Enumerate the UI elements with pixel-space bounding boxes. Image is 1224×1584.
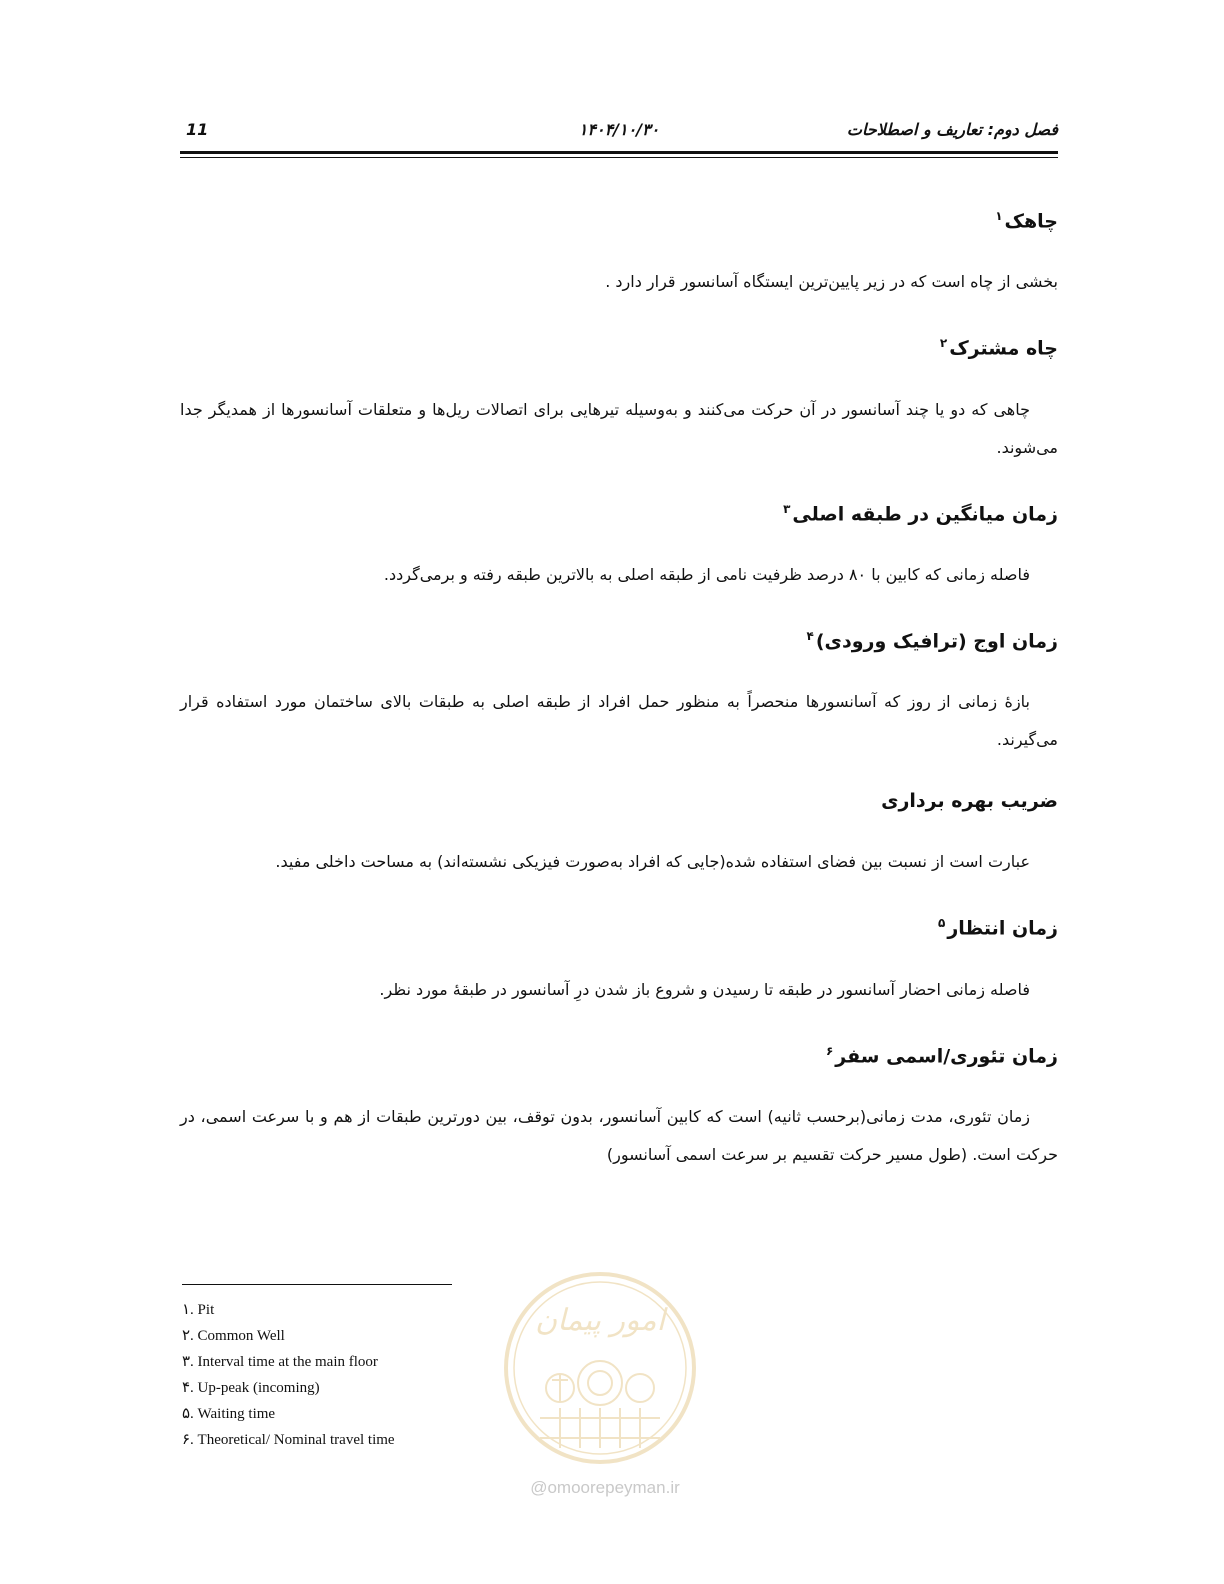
term-heading: چاهک$^۱$ <box>995 209 1058 233</box>
term-definition: زمان تئوری، مدت زمانی(برحسب ثانیه) است که کابین آسانسور، بدون توقف، بین دورترین طبقات از هم و با سرعت اسمی، در حرکت است. (طول مسیر حرکت تقسیم بر سرعت اسمی آسانسور) <box>180 1106 1058 1164</box>
term-heading: زمان اوج (ترافیک ورودی)$^۴$ <box>806 628 1058 653</box>
footnote: ۳. Interval time at the main floor <box>182 1354 378 1370</box>
term-definition: عبارت است از نسبت بین فضای استفاده شده(جایی که افراد به‌صورت فیزیکی نشسته‌اند) به مساحت داخلی مفید. <box>275 852 1030 872</box>
term-definition: فاصله زمانی احضار آسانسور در طبقه تا رسیدن و شروع باز شدن درِ آسانسور در طبقهٔ مورد نظر. <box>379 979 1030 999</box>
term-definition: چاهی که دو یا چند آسانسور در آن حرکت می‌کنند و به‌وسیله تیرهایی برای اتصالات ریل‌ها و متعلقات آسانسورها از همدیگر جدا می‌شوند. <box>180 399 1058 457</box>
term-definition: فاصله زمانی که کابین با ۸۰ درصد ظرفیت نامی از طبقه اصلی به بالاترین طبقه رفته و برمی‌گردد. <box>383 564 1030 584</box>
term-heading: زمان تئوری/اسمی سفر$^۶$ <box>825 1043 1058 1067</box>
page-number: 11 <box>186 120 209 139</box>
watermark-url: @omoorepeyman.ir <box>530 1478 680 1497</box>
definitions-body <box>180 196 1058 1196</box>
term-heading: زمان انتظار$^۵$ <box>938 916 1058 940</box>
footnote: ۶. Theoretical/ Nominal travel time <box>182 1432 395 1448</box>
header-rule-thick <box>180 151 1058 154</box>
seal-logo <box>500 1268 700 1468</box>
footnote-rule <box>182 1284 452 1285</box>
footnote: ۴. Up-peak (incoming) <box>182 1380 320 1396</box>
footnote: ۵. Waiting time <box>182 1406 276 1422</box>
term-definition: بخشی از چاه است که در زیر پایین‌ترین ایستگاه آسانسور قرار دارد . <box>605 272 1058 292</box>
header-date: ۱۴۰۴/۱۰/۳۰ <box>578 120 660 139</box>
page-header <box>180 120 1058 144</box>
footnote: ۱. Pit <box>182 1302 215 1318</box>
term-heading: ضریب بهره برداری <box>881 790 1058 813</box>
term-heading: چاه مشترک$^۲$ <box>939 336 1058 360</box>
seal-text: امور پیمان <box>535 1303 665 1338</box>
chapter-title: فصل دوم: تعاریف و اصطلاحات <box>846 120 1058 139</box>
term-heading: زمان میانگین در طبقه اصلی$^۳$ <box>783 501 1058 525</box>
term-definition: بازهٔ زمانی از روز که آسانسورها منحصراً به منظور حمل افراد از طبقه اصلی به طبقات بالای ساختمان مورد استفاده قرار می‌گیرند. <box>180 692 1058 750</box>
footnote: ۲. Common Well <box>182 1328 285 1344</box>
header-rule-thin <box>180 157 1058 158</box>
footnotes <box>182 1297 502 1453</box>
